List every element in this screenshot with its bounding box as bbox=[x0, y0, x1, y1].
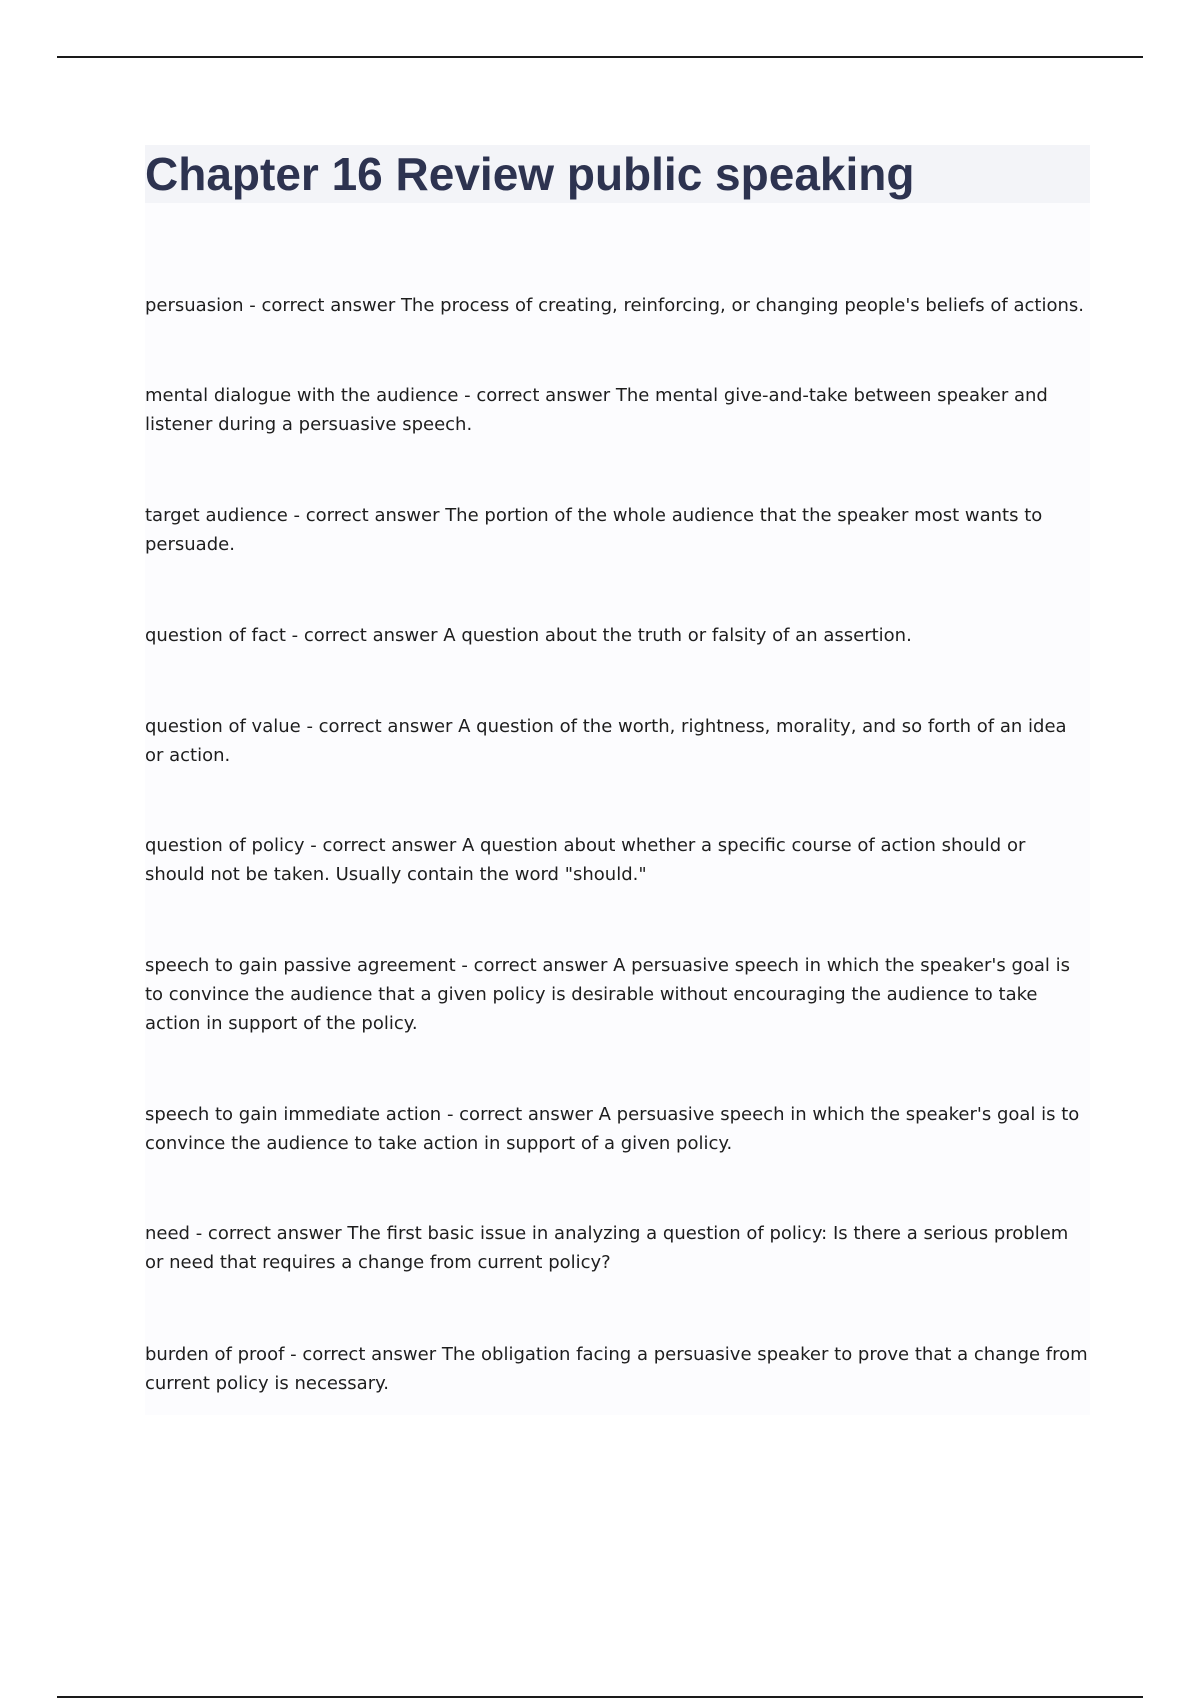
flashcard-entry: question of fact - correct answer A question about the truth or falsity of an assertion. bbox=[145, 625, 912, 646]
flashcard-entry: burden of proof - correct answer The obligation facing a persuasive speaker to prove that a change from current policy is necessary. bbox=[145, 1344, 1088, 1394]
top-divider bbox=[57, 56, 1143, 58]
flashcard-entry: question of policy - correct answer A question about whether a specific course of action should or should not be taken. Usually contain the word "should." bbox=[145, 835, 1026, 885]
flashcard-entry: persuasion - correct answer The process of creating, reinforcing, or changing people's beliefs of actions. bbox=[145, 295, 1084, 316]
flashcard-entry: speech to gain immediate action - correct answer A persuasive speech in which the speaker's goal is to convince the audience to take action in support of a given policy. bbox=[145, 1104, 1080, 1154]
flashcard-entry: question of value - correct answer A question of the worth, rightness, morality, and so forth of an idea or action. bbox=[145, 716, 1067, 766]
flashcard-entry: speech to gain passive agreement - correct answer A persuasive speech in which the speaker's goal is to convince the audience that a given policy is desirable without encouraging the audience to take action in support of the policy. bbox=[145, 955, 1071, 1034]
flashcard-entry: mental dialogue with the audience - correct answer The mental give-and-take between speaker and listener during a persuasive speech. bbox=[145, 385, 1048, 435]
flashcard-entry: target audience - correct answer The portion of the whole audience that the speaker most wants to persuade. bbox=[145, 505, 1043, 555]
flashcard-entry: need - correct answer The first basic issue in analyzing a question of policy: Is there a serious problem or need that requires a change from current policy? bbox=[145, 1223, 1069, 1273]
bottom-divider bbox=[57, 1696, 1143, 1698]
document-body bbox=[145, 145, 1090, 1415]
title-banner bbox=[145, 145, 1090, 203]
document-title: Chapter 16 Review public speaking bbox=[145, 148, 915, 200]
